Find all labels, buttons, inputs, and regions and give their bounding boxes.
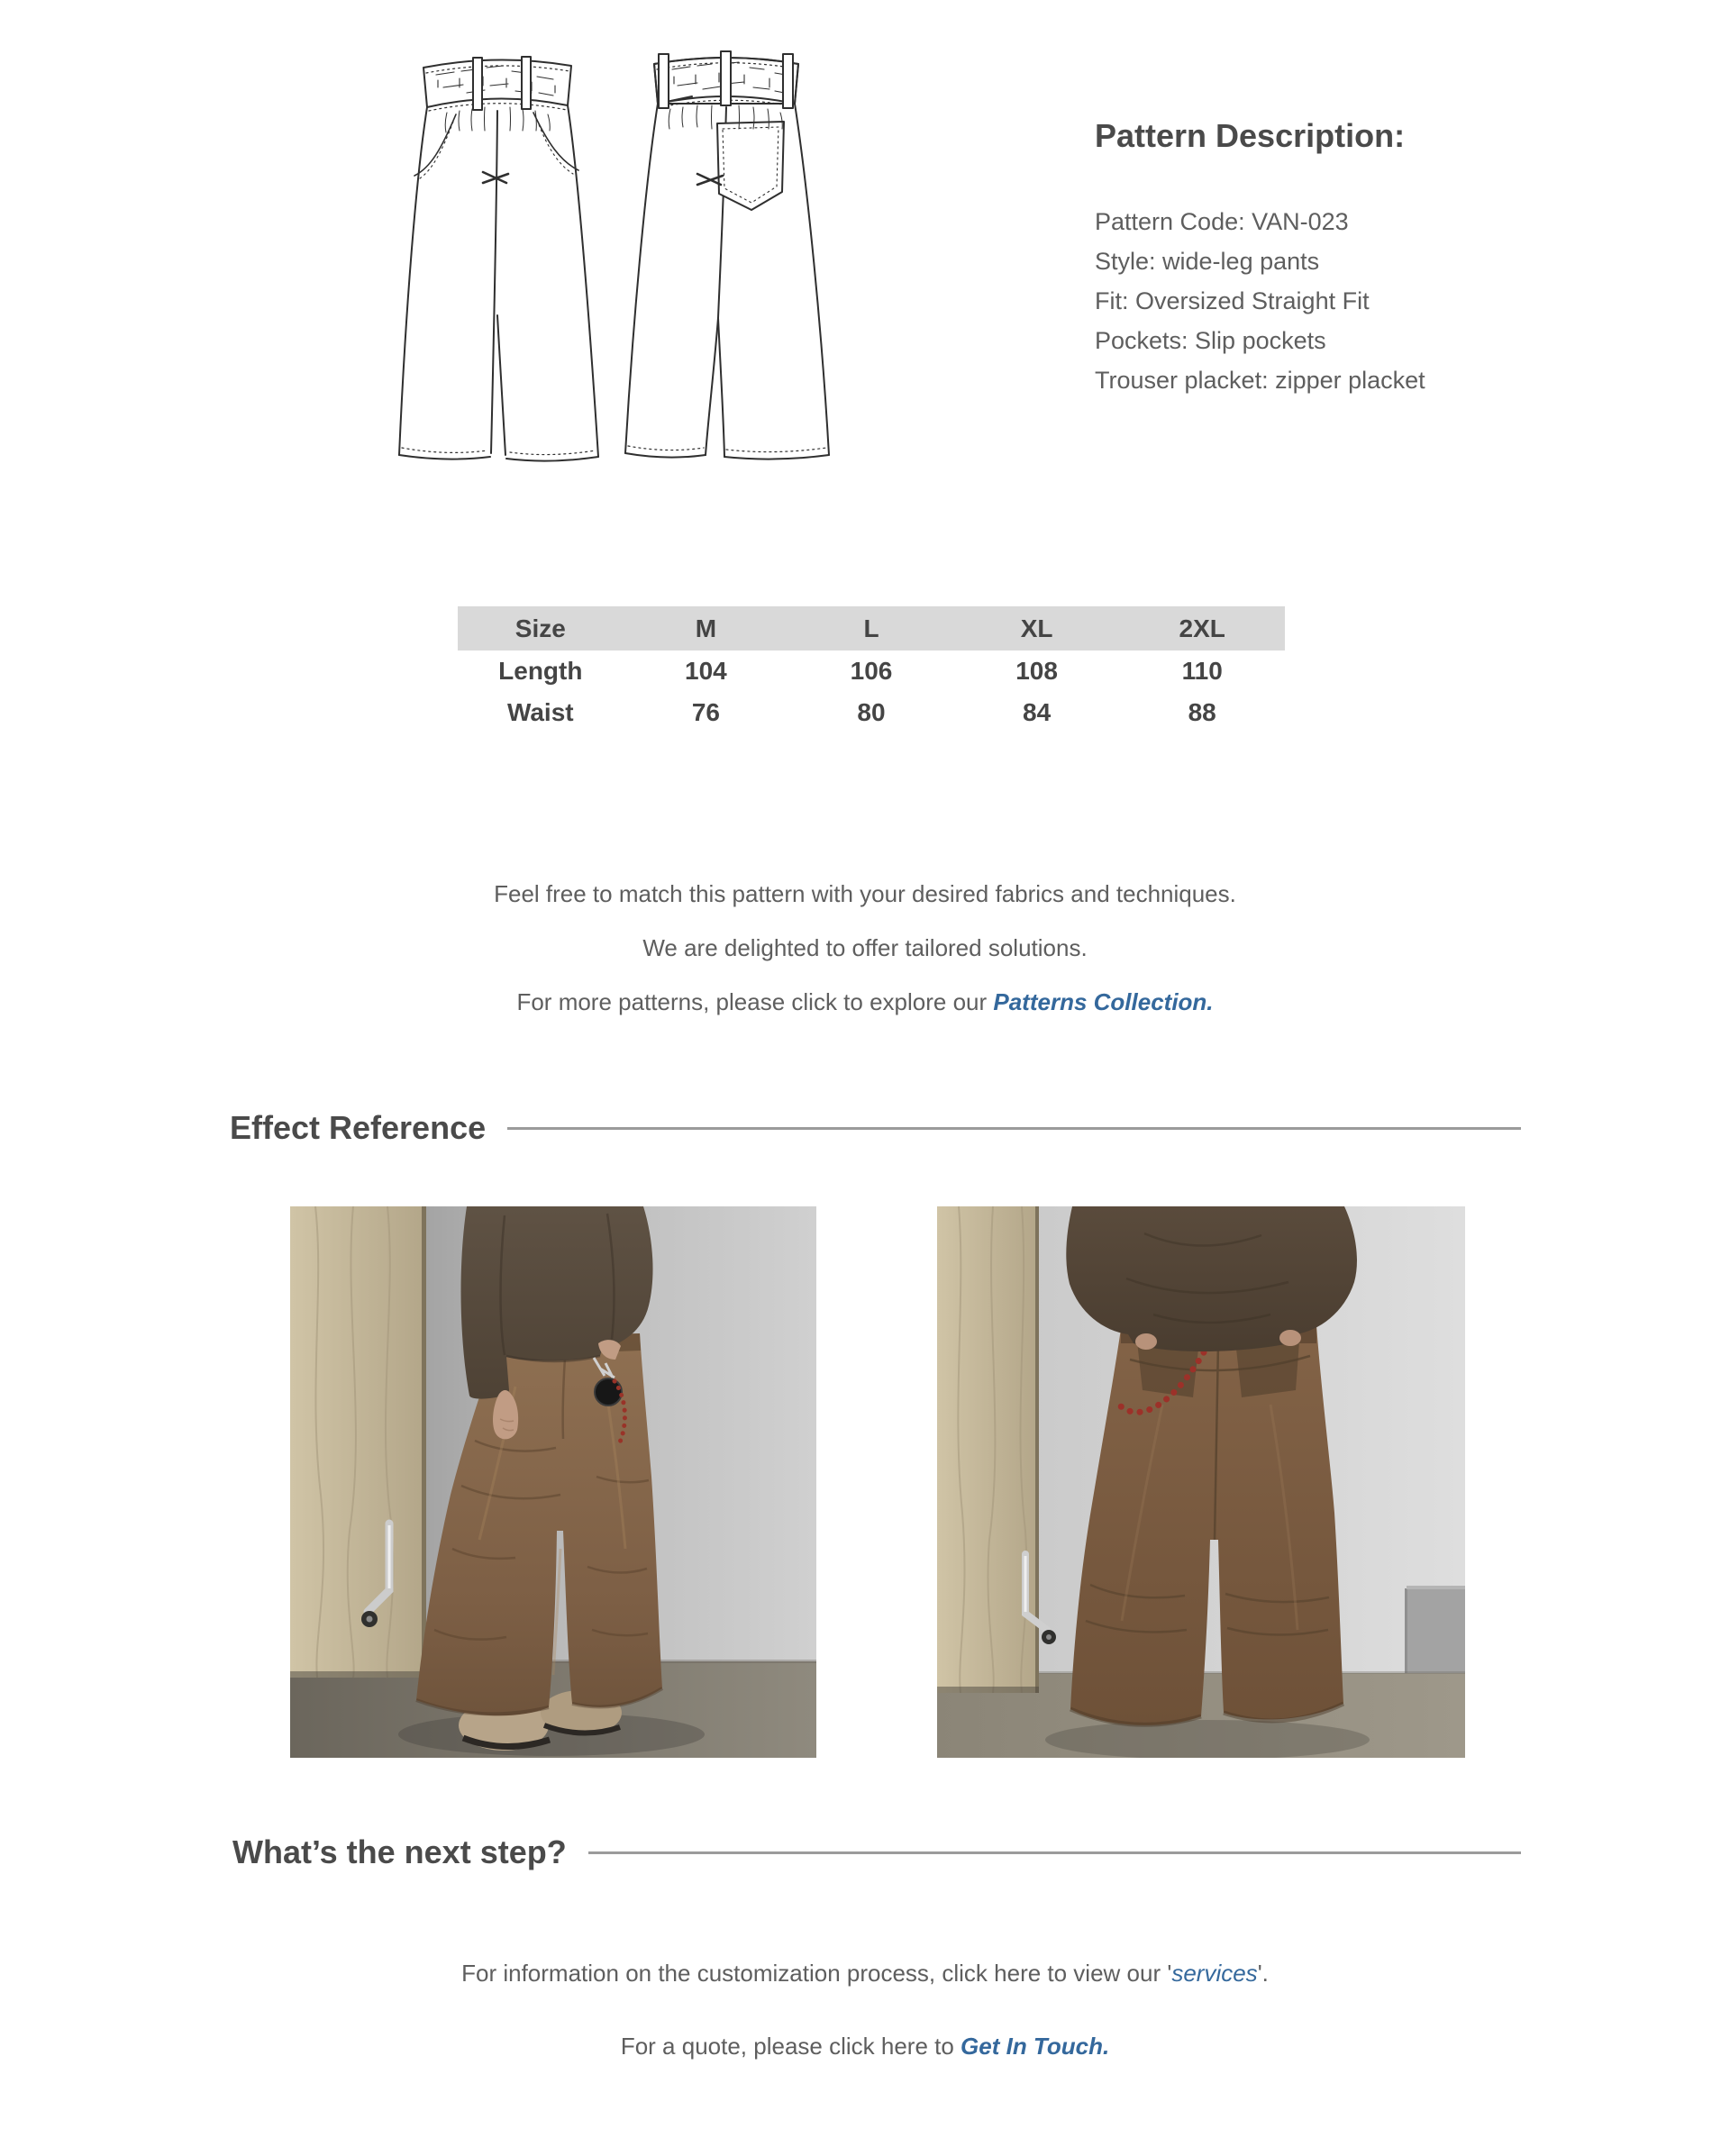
effect-reference-title: Effect Reference xyxy=(230,1109,487,1146)
effect-reference-divider xyxy=(507,1127,1521,1130)
size-table-header-cell: XL xyxy=(1020,614,1053,642)
pants-flat-sketch-drawing xyxy=(396,41,833,468)
size-table-header-cell: M xyxy=(695,614,717,642)
pattern-description-heading: Pattern Description: xyxy=(1095,117,1406,154)
quote-line xyxy=(0,2032,1730,2060)
size-table-row-length xyxy=(458,650,1285,692)
size-table-header-cell: L xyxy=(863,614,879,642)
effect-photo-front xyxy=(290,1206,816,1758)
row-label: Waist xyxy=(506,698,574,726)
table-cell: 106 xyxy=(850,657,893,685)
intro-paragraphs xyxy=(0,867,1730,1029)
customization-info-line xyxy=(0,1959,1730,1988)
pattern-description-section xyxy=(1095,117,1599,400)
table-cell: 104 xyxy=(685,657,727,685)
size-table-header-row xyxy=(458,606,1285,650)
style-line: Style: wide-leg pants xyxy=(1095,248,1320,275)
effect-photo-back xyxy=(937,1206,1465,1758)
patterns-collection-link[interactable]: Patterns Collection. xyxy=(993,988,1214,1015)
pants-flat-sketch xyxy=(396,41,833,468)
sketch-front-view xyxy=(399,57,598,461)
table-cell: 80 xyxy=(857,698,886,726)
wood-panel xyxy=(290,1206,426,1678)
intro-line-2: We are delighted to offer tailored solutions. xyxy=(642,934,1088,961)
pockets-line: Pockets: Slip pockets xyxy=(1095,327,1326,354)
customization-info-text: For information on the customization process, click here to view our ' xyxy=(461,1960,1172,1987)
intro-line-3-text: For more patterns, please click to explore our xyxy=(516,988,994,1015)
table-cell: 108 xyxy=(1015,657,1058,685)
size-table xyxy=(458,606,1285,733)
table-cell: 110 xyxy=(1181,657,1223,685)
pattern-description-lines xyxy=(1095,202,1599,400)
quote-text: For a quote, please click here to xyxy=(620,2033,961,2060)
effect-photo-front-image xyxy=(290,1206,816,1758)
intro-line-3 xyxy=(0,975,1730,1029)
next-step-title: What’s the next step? xyxy=(232,1833,567,1870)
fit-line: Fit: Oversized Straight Fit xyxy=(1095,287,1370,314)
effect-reference-section-heading xyxy=(230,1106,1521,1150)
services-link[interactable]: services xyxy=(1171,1960,1258,1987)
placket-line: Trouser placket: zipper placket xyxy=(1095,367,1425,394)
pattern-code-line: Pattern Code: VAN-023 xyxy=(1095,208,1349,235)
floor-shadow xyxy=(1045,1720,1370,1758)
row-label: Length xyxy=(498,657,583,685)
table-cell: 84 xyxy=(1023,698,1052,726)
intro-line-1: Feel free to match this pattern with your desired fabrics and techniques. xyxy=(494,880,1236,907)
wrist xyxy=(1135,1333,1157,1350)
size-table-row-waist xyxy=(458,692,1285,733)
back-pocket xyxy=(1236,1342,1299,1397)
wrist xyxy=(1279,1330,1301,1346)
table-cell: 76 xyxy=(691,698,720,726)
get-in-touch-link[interactable]: Get In Touch. xyxy=(961,2033,1110,2060)
wood-panel xyxy=(937,1206,1039,1693)
sketch-back-view xyxy=(625,51,829,459)
next-step-section-heading xyxy=(232,1831,1521,1874)
table-cell: 88 xyxy=(1188,698,1216,726)
customization-info-suffix: '. xyxy=(1257,1960,1269,1987)
next-step-divider xyxy=(588,1851,1521,1854)
effect-photo-back-image xyxy=(937,1206,1465,1758)
size-table-header-cell: Size xyxy=(514,614,566,642)
size-table-header-cell: 2XL xyxy=(1179,614,1225,642)
